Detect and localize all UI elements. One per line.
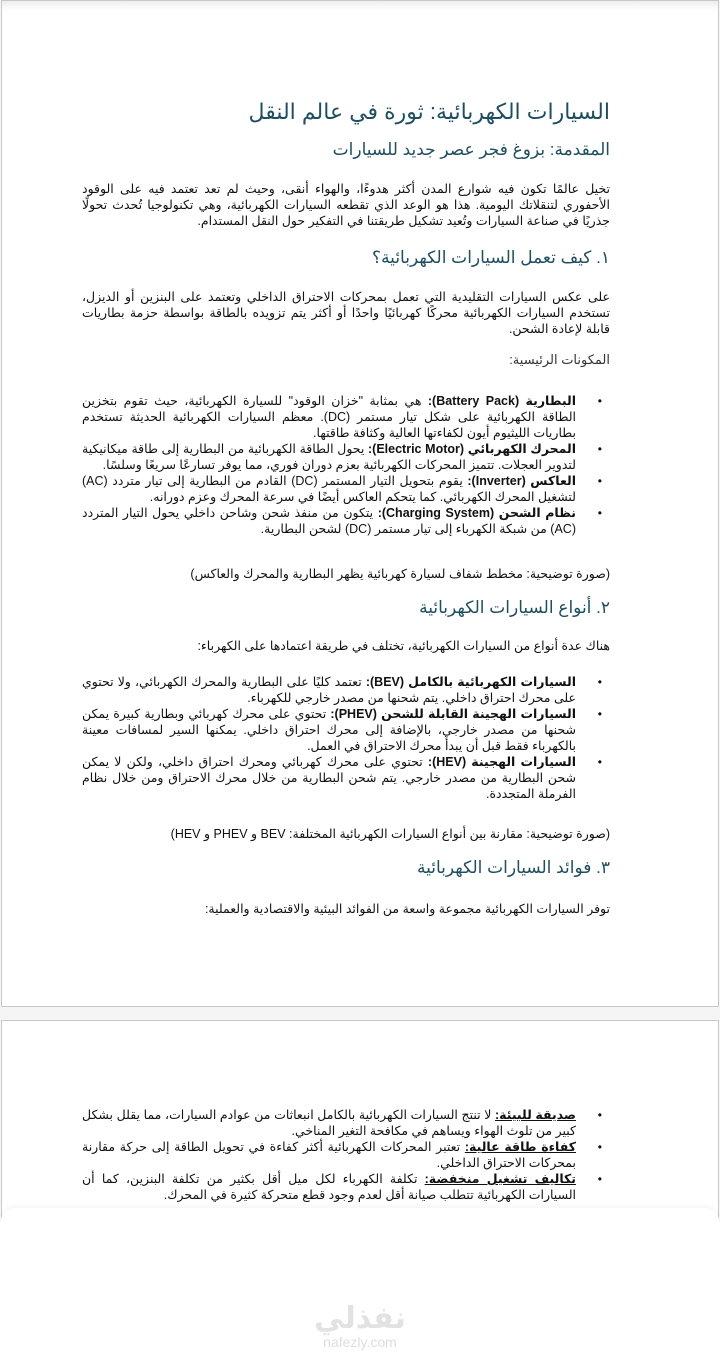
- components-list: [82, 393, 610, 537]
- section-1-heading: ١. كيف تعمل السيارات الكهربائية؟: [372, 248, 610, 267]
- list-item-efficiency: [82, 1139, 576, 1171]
- item-text: تعتمد كليًا على البطارية والمحرك الكهربائي، ولا تحتوي على محرك احتراق داخلي. يتم شحنها من مصدر خارجي للكهرباء.: [82, 675, 576, 705]
- figure-caption-2: (صورة توضيحية: مقارنة بين أنواع السيارات الكهربائية المختلفة: BEV و PHEV و HEV): [170, 827, 610, 841]
- item-term: البطارية (Battery Pack):: [427, 394, 576, 408]
- document-title: السيارات الكهربائية: ثورة في عالم النقل: [248, 99, 610, 124]
- figure-caption-1: (صورة توضيحية: مخطط شفاف لسيارة كهربائية يظهر البطارية والمحرك والعاكس): [190, 567, 610, 581]
- item-text: تحتوي على محرك كهربائي وبطارية كبيرة يمكن شحنها من مصدر خارجي، بالإضافة إلى محرك احتراق داخلي. يمكنها السير لمسافات معينة بالكهرباء فقط قبل أن يبدأ محرك الاحتراق في العمل.: [82, 707, 576, 753]
- item-term: تكاليف تشغيل منخفضة:: [424, 1172, 576, 1186]
- list-item-bev: [82, 674, 576, 706]
- item-text: تحتوي على محرك كهربائي ومحرك احتراق داخلي، ولكن لا يمكن شحن البطارية من مصدر خارجي. يتم شحن البطارية من خلال محرك الاحتراق ومن خلال نظام الفرملة المتجددة.: [82, 755, 576, 801]
- list-item-inverter: [82, 473, 576, 505]
- item-term: السيارات الكهربائية بالكامل (BEV):: [365, 675, 576, 689]
- item-term: السيارات الهجينة القابلة للشحن (PHEV):: [330, 707, 576, 721]
- list-item-motor: [82, 441, 576, 473]
- list-item-costs: [82, 1171, 576, 1203]
- item-text: تكلفة الكهرباء لكل ميل أقل بكثير من تكلفة البنزين، كما أن السيارات الكهربائية تتطلب صيانة أقل لعدم وجود قطع متحركة كثيرة في المحرك.: [82, 1172, 576, 1202]
- item-term: العاكس (Inverter):: [467, 474, 576, 488]
- item-term: السيارات الهجينة (HEV):: [427, 755, 577, 769]
- intro-heading: المقدمة: بزوغ فجر عصر جديد للسيارات: [332, 140, 610, 159]
- section-2-paragraph: هناك عدة أنواع من السيارات الكهربائية، تختلف في طريقة اعتمادها على الكهرباء:: [197, 639, 610, 653]
- watermark: [0, 1304, 720, 1350]
- item-text: يتكون من منفذ شحن وشاحن داخلي يحول التيار المتردد (AC) من شبكة الكهرباء إلى تيار مستمر (DC) لشحن البطارية.: [82, 506, 576, 536]
- item-text: هي بمثابة "خزان الوقود" للسيارة الكهربائية، حيث تقوم بتخزين الطاقة الكهربائية على شكل تيار مستمر (DC). معظم السيارات الكهربائية الحديثة تستخدم بطاريات الليثيوم أيون لكفاءتها العالية وكثافة طاقتها.: [82, 394, 576, 440]
- item-term: كفاءة طاقة عالية:: [464, 1140, 576, 1154]
- item-text: يقوم بتحويل التيار المستمر (DC) القادم من البطارية إلى تيار متردد (AC) لتشغيل المحرك الكهربائي. كما يتحكم العاكس أيضًا في سرعة المحرك وعزم دورانه.: [82, 474, 576, 504]
- page-top-shade: [2, 1, 718, 11]
- section-2-heading: ٢. أنواع السيارات الكهربائية: [419, 598, 610, 617]
- section-3-paragraph: توفر السيارات الكهربائية مجموعة واسعة من الفوائد البيئية والاقتصادية والعملية:: [204, 902, 610, 916]
- item-text: تعتبر المحركات الكهربائية أكثر كفاءة في تحويل الطاقة إلى حركة مقارنة بمحركات الاحتراق الداخلي.: [82, 1140, 576, 1170]
- watermark-logo: نفذلي: [314, 1302, 406, 1335]
- item-term: نظام الشحن (Charging System):: [377, 506, 576, 520]
- item-text: يحول الطاقة الكهربائية من البطارية إلى طاقة ميكانيكية لتدوير العجلات. تتميز المحركات الكهربائية بعزم دوران فوري، مما يوفر تسارعًا سريعًا وسلسًا.: [82, 442, 576, 472]
- section-1-paragraph: على عكس السيارات التقليدية التي تعمل بمحركات الاحتراق الداخلي وتعتمد على البنزين أو الديزل، تستخدم السيارات الكهربائية محركًا كهربائيًا واحدًا أو أكثر يتم تزويده بالطاقة بواسطة حزمة بطاريات قابلة لإعادة الشحن.: [82, 290, 610, 336]
- item-term: المحرك الكهربائي (Electric Motor):: [368, 442, 576, 456]
- item-text: لا تنتج السيارات الكهربائية بالكامل انبعاثات من عوادم السيارات، مما يقلل بشكل كبير من تلوث الهواء ويساهم في مكافحة التغير المناخي.: [82, 1108, 576, 1138]
- components-label: المكونات الرئيسية:: [509, 352, 610, 367]
- list-item-hev: [82, 754, 576, 802]
- item-term: صديقة للبيئة:: [494, 1108, 577, 1122]
- list-item-eco: [82, 1107, 576, 1139]
- section-3-heading: ٣. فوائد السيارات الكهربائية: [416, 858, 610, 877]
- ev-types-list: [82, 674, 610, 802]
- intro-paragraph: تخيل عالمًا تكون فيه شوارع المدن أكثر هدوءًا، والهواء أنقى، وحيث لم تعد تعتمد فيه على الوقود الأحفوري لتنقلاتك اليومية. هذا هو الوعد الذي تقطعه السيارات الكهربائية، وهي تكنولوجيا تُحدث تحولًا جذريًا في صناعة السيارات وتُعيد تشكيل طريقتنا في التفكير حول النقل المستدام.: [82, 182, 610, 228]
- list-item-phev: [82, 706, 576, 754]
- document-page-2: [1, 1020, 719, 1220]
- list-item-charging: [82, 505, 576, 537]
- benefits-list: [82, 1107, 610, 1203]
- watermark-url: nafezly.com: [323, 1334, 397, 1350]
- list-item-battery: [82, 393, 576, 441]
- document-page-1: [1, 0, 719, 1007]
